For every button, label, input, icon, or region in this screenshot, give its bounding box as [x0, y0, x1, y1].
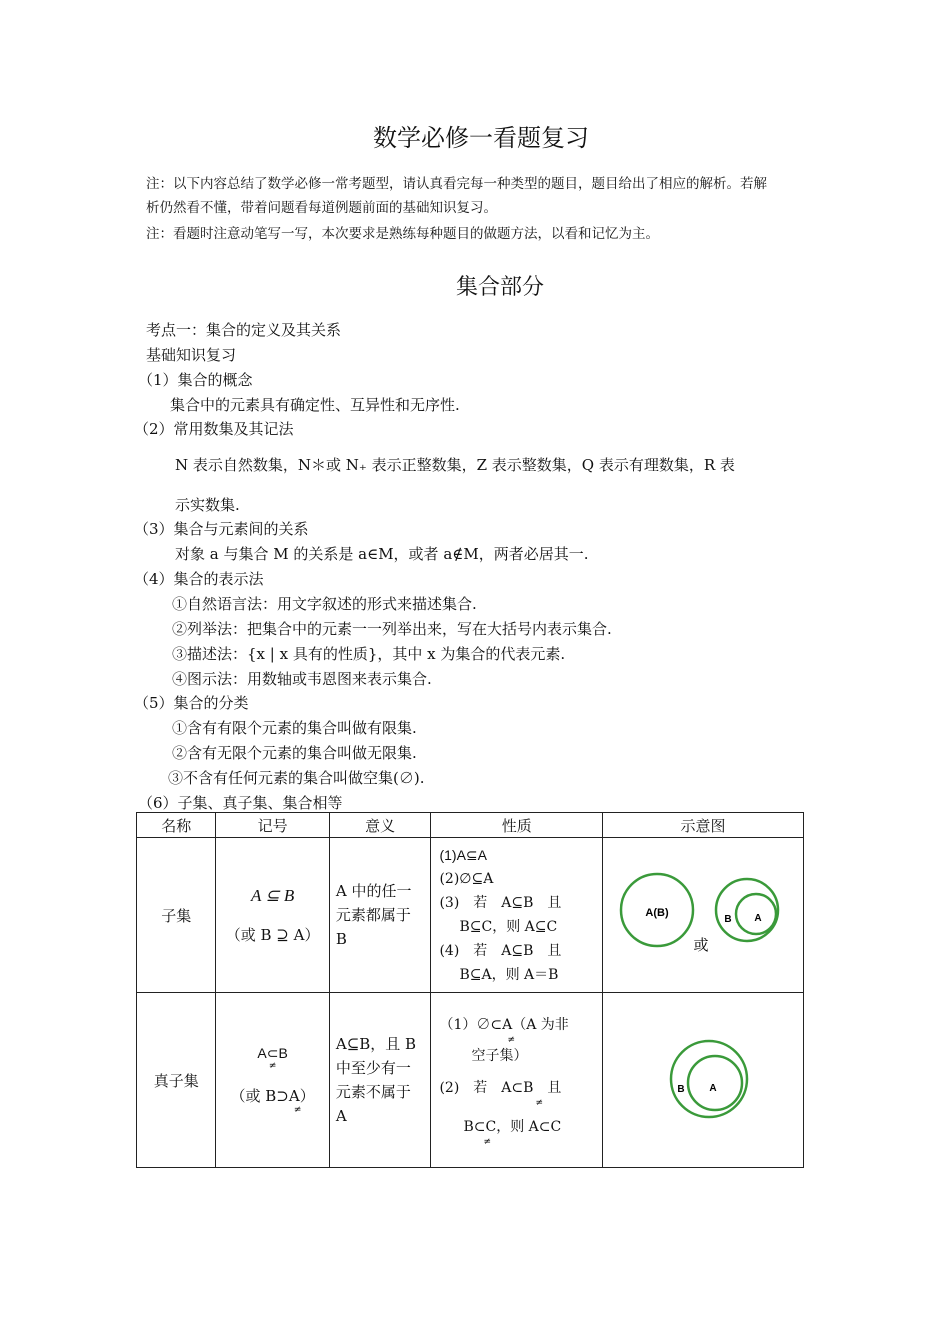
row1-p4a: (4) 若 A⊆B 且	[439, 943, 562, 959]
row2-meaning: A⊆B，且 B 中至少有一元素不属于 A	[329, 993, 431, 1168]
row1-meaning: A 中的任一元素都属于 B	[329, 838, 431, 993]
h3: （3）集合与元素间的关系	[134, 520, 309, 538]
proper-subset-venn-diagram	[603, 993, 803, 1163]
review-heading: 基础知识复习	[146, 346, 237, 364]
row2-p1: （1）∅⊂A（A 为非	[439, 1016, 569, 1033]
header-property: 性质	[431, 813, 603, 838]
label-b: B	[724, 914, 732, 925]
row2-diagram	[602, 993, 803, 1168]
row2-sym2: （或 B⊃A）	[230, 1087, 315, 1105]
row2-p1b: 空子集）	[471, 1047, 528, 1064]
note-line-2: 析仍然看不懂，带着问题看每道例题前面的基础知识复习。	[146, 200, 497, 216]
circle-b2	[671, 1041, 747, 1117]
note-line-3: 注：看题时注意动笔写一写，本次要求是熟练每种题目的做题方法，以看和记忆为主。	[146, 226, 659, 242]
table-row-subset	[137, 838, 804, 993]
h5-1: ①含有有限个元素的集合叫做有限集.	[172, 719, 417, 737]
row1-sym1: A ⊆ B	[251, 885, 295, 905]
row2-name: 真子集	[137, 993, 216, 1168]
subset-table	[136, 812, 804, 1168]
h6: （6）子集、真子集、集合相等	[138, 794, 343, 812]
subset-venn-diagram	[603, 838, 803, 988]
label-a2: A	[709, 1083, 717, 1094]
h3-text: 对象 a 与集合 M 的关系是 a∈M，或者 a∉M，两者必居其一.	[175, 545, 589, 563]
h1-text: 集合中的元素具有确定性、互异性和无序性.	[170, 396, 460, 414]
page-title: 数学必修一看题复习	[373, 124, 589, 152]
row2-property	[431, 993, 603, 1168]
label-or: 或	[693, 936, 709, 954]
table-row-proper-subset	[137, 993, 804, 1168]
row1-p1: (1)A⊆A	[439, 847, 487, 863]
row2-symbol	[216, 993, 329, 1168]
header-symbol: 记号	[216, 813, 329, 838]
row1-symbol	[216, 838, 329, 993]
row2-neq4: ≠	[535, 1097, 544, 1108]
row2-neq2: ≠	[293, 1105, 302, 1115]
h2-text-a: N 表示自然数集，N＊或 N₊ 表示正整数集，Z 表示整数集，Q 表示有理数集，R 表	[175, 456, 735, 474]
row1-name: 子集	[137, 838, 216, 993]
row1-diagram	[602, 838, 803, 993]
row2-neq3: ≠	[507, 1034, 516, 1045]
row1-sym2: （或 B ⊇ A）	[225, 925, 320, 944]
row2-neq5: ≠	[483, 1136, 492, 1147]
label-a: A	[754, 913, 762, 924]
table-header-row	[137, 813, 804, 838]
header-diagram: 示意图	[602, 813, 803, 838]
h5-2: ②含有无限个元素的集合叫做无限集.	[172, 744, 417, 762]
h4-2: ②列举法：把集合中的元素一一列举出来，写在大括号内表示集合.	[172, 620, 612, 638]
h4-3: ③描述法：{x | x 具有的性质}，其中 x 为集合的代表元素.	[172, 645, 566, 663]
h5-3: ③不含有任何元素的集合叫做空集(∅).	[168, 769, 425, 787]
kaodian-heading: 考点一：集合的定义及其关系	[146, 321, 342, 339]
h2: （2）常用数集及其记法	[134, 420, 294, 438]
h4-4: ④图示法：用数轴或韦恩图来表示集合.	[172, 670, 432, 688]
row2-sym1: A⊂B	[257, 1045, 288, 1061]
row1-p3b: B⊆C，则 A⊆C	[459, 919, 558, 935]
label-ab: A(B)	[645, 907, 669, 919]
section-title: 集合部分	[456, 275, 545, 300]
row1-property	[431, 838, 603, 993]
h4: （4）集合的表示法	[134, 570, 264, 588]
label-b2: B	[677, 1084, 685, 1095]
row1-p2: (2)∅⊆A	[439, 871, 494, 887]
row1-p4b: B⊆A，则 A＝B	[459, 967, 559, 983]
row2-p2a: (2) 若 A⊂B 且	[439, 1079, 562, 1096]
header-name: 名称	[137, 813, 216, 838]
h4-1: ①自然语言法：用文字叙述的形式来描述集合.	[172, 595, 477, 613]
h2-text-b: 示实数集.	[175, 496, 240, 514]
h5: （5）集合的分类	[134, 694, 249, 712]
row1-p3a: (3) 若 A⊆B 且	[439, 895, 562, 911]
h1: （1）集合的概念	[138, 371, 253, 389]
row2-neq1: ≠	[268, 1061, 277, 1071]
header-meaning: 意义	[329, 813, 431, 838]
note-line-1: 注：以下内容总结了数学必修一常考题型，请认真看完每一种类型的题目，题目给出了相应的解析。若解	[146, 176, 767, 192]
row2-p2b: B⊂C，则 A⊂C	[463, 1118, 562, 1135]
